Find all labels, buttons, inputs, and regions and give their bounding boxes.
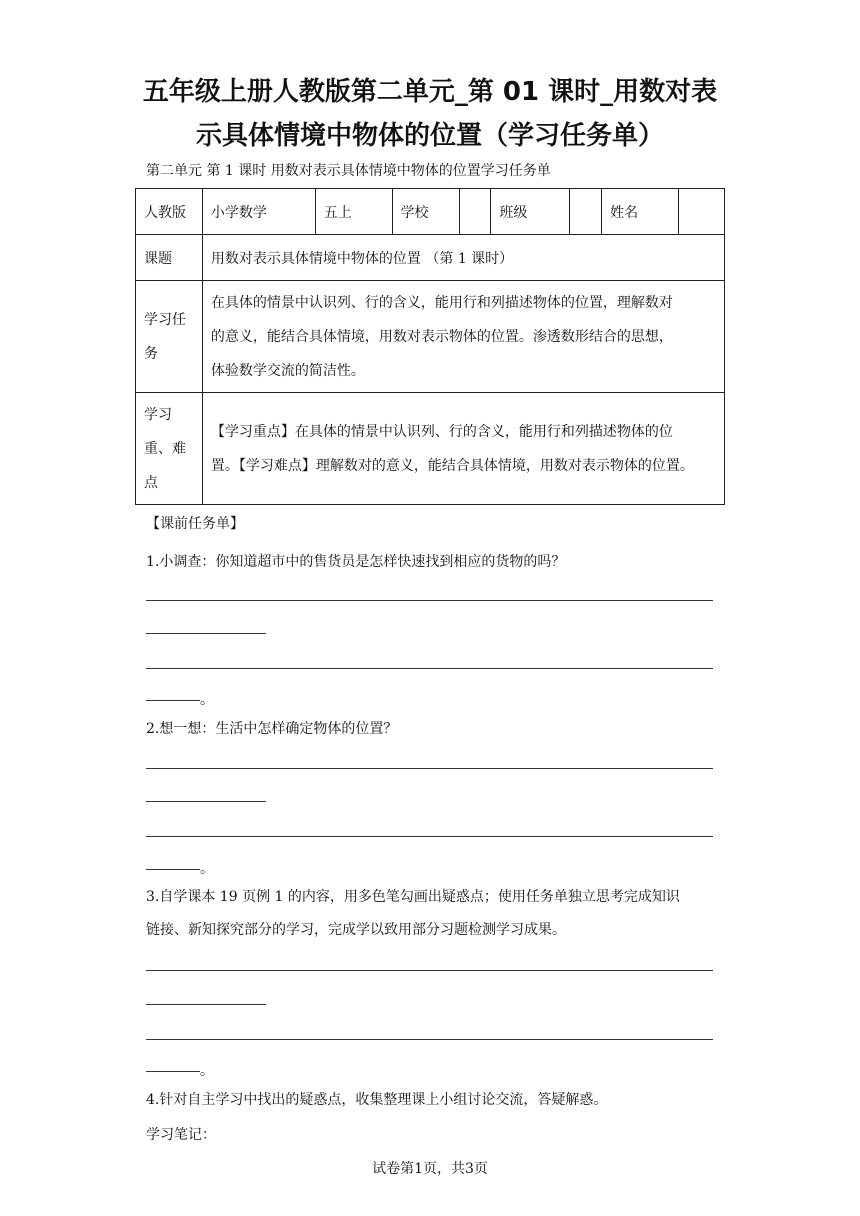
topic-label: 课题 [136, 235, 203, 281]
period-mark: 。 [200, 861, 214, 877]
info-table [135, 188, 725, 505]
school-label: 学校 [392, 189, 460, 235]
class-field[interactable] [570, 189, 602, 235]
key-points-label: 学习 重、难 点 [136, 393, 203, 505]
edition-cell: 人教版 [136, 189, 203, 235]
key-points-value: 【学习重点】在具体的情景中认识列、行的含义，能用行和列描述物体的位 置。【学习难点】理解数对的意义，能结合具体情境，用数对表示物体的位置。 [202, 393, 724, 505]
task-value: 在具体的情景中认识列、行的含义，能用行和列描述物体的位置，理解数对 的意义，能结合具体情境，用数对表示物体的位置。渗透数形结合的思想， 体验数学交流的简洁性。 [202, 281, 724, 393]
question-1: 1.小调查：你知道超市中的售货员是怎样快速找到相应的货物的吗？ [146, 554, 566, 570]
question-3-line1: 3.自学课本 19 页例 1 的内容，用多色笔勾画出疑惑点；使用任务单独立思考完成知识 [146, 889, 680, 905]
answer-line[interactable] [146, 1004, 266, 1005]
period-mark: 。 [200, 1063, 214, 1079]
period-mark: 。 [200, 692, 214, 708]
answer-line[interactable] [146, 668, 713, 669]
subject-cell: 小学数学 [202, 189, 315, 235]
page-title-line2: 示具体情境中物体的位置（学习任务单） [195, 121, 664, 151]
page-footer: 试卷第1页，共3页 [372, 1161, 488, 1177]
answer-line[interactable] [146, 633, 266, 634]
pre-task-header: 【课前任务单】 [146, 516, 244, 532]
question-4: 4.针对自主学习中找出的疑惑点，收集整理课上小组讨论交流，答疑解惑。 [146, 1092, 608, 1108]
answer-line[interactable] [146, 836, 713, 837]
answer-line[interactable] [146, 768, 713, 769]
answer-line[interactable] [146, 700, 200, 701]
page-title-line1: 五年级上册人教版第二单元_第 01 课时_用数对表 [142, 77, 718, 107]
grade-cell: 五上 [315, 189, 392, 235]
answer-line[interactable] [146, 1071, 200, 1072]
question-3-line2: 链接、新知探究部分的学习，完成学以致用部分习题检测学习成果。 [146, 922, 566, 938]
task-label: 学习任 务 [136, 281, 203, 393]
class-label: 班级 [491, 189, 570, 235]
answer-line[interactable] [146, 801, 266, 802]
question-2: 2.想一想：生活中怎样确定物体的位置？ [146, 721, 398, 737]
name-label: 姓名 [602, 189, 679, 235]
table-row [136, 235, 725, 281]
topic-value: 用数对表示具体情境中物体的位置 （第 1 课时） [202, 235, 724, 281]
name-field[interactable] [679, 189, 725, 235]
school-field[interactable] [460, 189, 491, 235]
table-row [136, 281, 725, 393]
subtitle: 第二单元 第 1 课时 用数对表示具体情境中物体的位置学习任务单 [146, 163, 551, 179]
answer-line[interactable] [146, 1039, 713, 1040]
answer-line[interactable] [146, 970, 713, 971]
table-row [136, 393, 725, 505]
answer-line[interactable] [146, 600, 713, 601]
answer-line[interactable] [146, 869, 200, 870]
table-row [136, 189, 725, 235]
notes-label: 学习笔记： [146, 1127, 216, 1143]
